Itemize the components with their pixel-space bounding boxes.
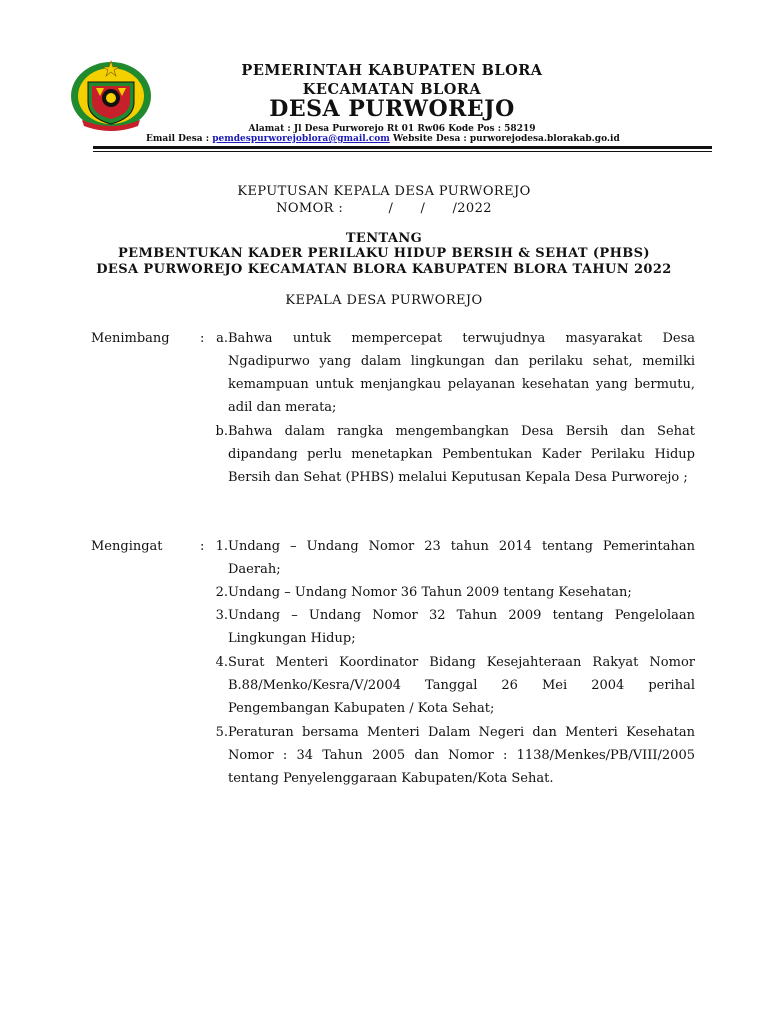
- website-value: purworejodesa.blorakab.go.id: [469, 134, 620, 144]
- letterhead-contact: [146, 134, 706, 144]
- decree-number: [0, 201, 768, 216]
- list-item-marker: 2.: [215, 585, 228, 600]
- issuer-heading: KEPALA DESA PURWOREJO: [285, 293, 483, 308]
- list-item-marker: a.: [216, 331, 228, 346]
- number-label: NOMOR :: [276, 201, 344, 216]
- email-label: Email Desa :: [146, 134, 210, 144]
- website-label: Website Desa :: [392, 134, 467, 144]
- list-item-marker: 3.: [215, 608, 228, 623]
- menimbang-item-b: Bahwa dalam rangka mengembangkan Desa Bersih dan Sehat dipandang perlu menetapkan Pembentukan Kader Perilaku Hidup Bersih dan Sehat (PHBS) melalui Keputusan Kepala Desa Purworejo ;: [228, 424, 695, 485]
- number-value: / / /2022: [388, 201, 492, 216]
- list-item-marker: 5.: [215, 725, 228, 740]
- mengingat-colon: :: [200, 539, 205, 554]
- mengingat-item-3: Undang – Undang Nomor 32 Tahun 2009 tentang Pengelolaan Lingkungan Hidup;: [228, 608, 695, 646]
- mengingat-item-2: Undang – Undang Nomor 36 Tahun 2009 tentang Kesehatan;: [228, 585, 632, 600]
- mengingat-item-5: Peraturan bersama Menteri Dalam Negeri dan Menteri Kesehatan Nomor : 34 Tahun 2005 dan Nomor : 1138/Menkes/PB/VIII/2005 tentang Penyelenggaraan Kabupaten/Kota Sehat.: [228, 725, 695, 786]
- about-heading: TENTANG: [345, 231, 423, 246]
- decree-title: KEPUTUSAN KEPALA DESA PURWOREJO: [237, 184, 531, 199]
- letterhead-district: KECAMATAN BLORA: [302, 81, 482, 98]
- subject-line-2: DESA PURWOREJO KECAMATAN BLORA KABUPATEN BLORA TAHUN 2022: [96, 262, 672, 277]
- email-link[interactable]: pemdespurworejoblora@gmail.com: [212, 134, 390, 144]
- mengingat-item-1: Undang – Undang Nomor 23 tahun 2014 tentang Pemerintahan Daerah;: [228, 539, 695, 577]
- mengingat-label: Mengingat: [91, 539, 163, 554]
- list-item-marker: b.: [215, 424, 228, 439]
- letterhead-rule-thick: [93, 146, 712, 149]
- letterhead-rule-thin: [93, 151, 712, 152]
- letterhead-village: DESA PURWOREJO: [269, 96, 515, 122]
- menimbang-item-a: Bahwa untuk mempercepat terwujudnya masyarakat Desa Ngadipurwo yang dalam lingkungan dan perilaku sehat, memilki kemampuan untuk menjangkau pelayanan kesehatan yang bermutu, adil dan merata;: [228, 331, 695, 415]
- subject-line-1: PEMBENTUKAN KADER PERILAKU HIDUP BERSIH & SEHAT (PHBS): [117, 246, 650, 261]
- letterhead-government: PEMERINTAH KABUPATEN BLORA: [241, 62, 543, 79]
- menimbang-colon: :: [200, 331, 205, 346]
- list-item-marker: 4.: [215, 655, 228, 670]
- list-item-marker: 1.: [215, 539, 228, 554]
- mengingat-item-4: Surat Menteri Koordinator Bidang Kesejahteraan Rakyat Nomor B.88/Menko/Kesra/V/2004 Tanggal 26 Mei 2004 perihal Pengembangan Kabupaten / Kota Sehat;: [228, 655, 695, 716]
- letterhead-address: Alamat : Jl Desa Purworejo Rt 01 Rw06 Kode Pos : 58219: [248, 124, 536, 134]
- menimbang-label: Menimbang: [91, 331, 170, 346]
